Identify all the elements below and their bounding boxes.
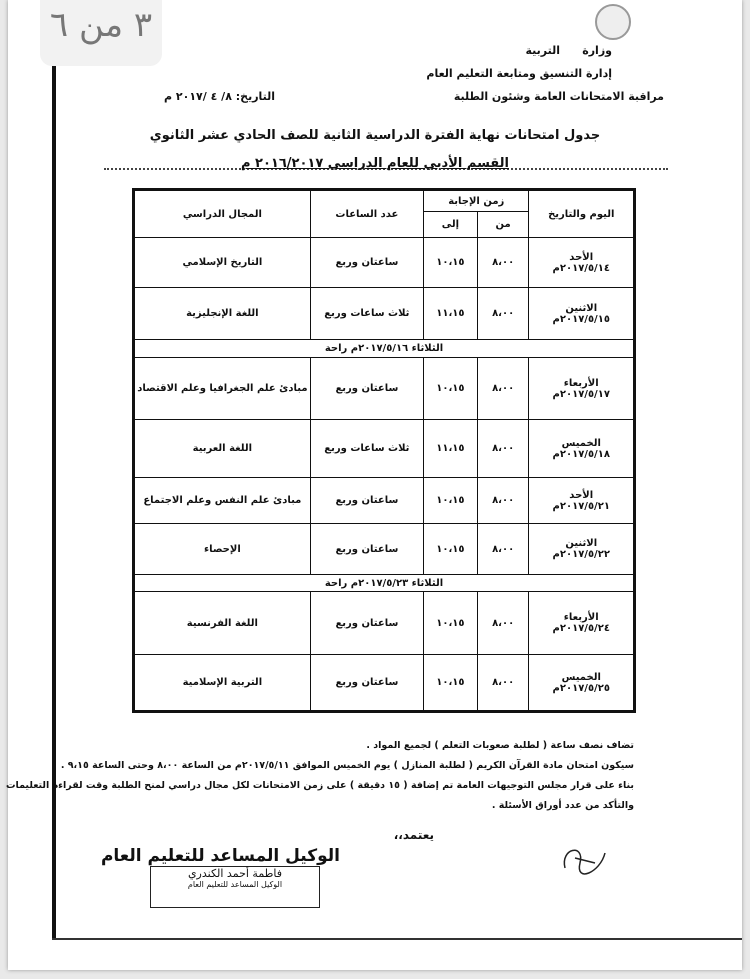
note: سيكون امتحان مادة القرآن الكريم ( لطلبة المنازل ) يوم الخميس الموافق ٢٠١٧/٥/١١م من الساعة ٨،٠٠ وحتى الساعة ٩،١٥ . xyxy=(60,760,634,771)
exam-schedule-table xyxy=(132,188,636,713)
ministry-label: وزارة xyxy=(582,44,612,57)
to-time: ١٠،١٥ xyxy=(424,524,478,575)
day-date-cell xyxy=(529,238,635,288)
exam-row xyxy=(134,420,635,478)
day-date-cell xyxy=(529,358,635,420)
header-day: اليوم والتاريخ xyxy=(529,190,635,238)
from-time: ٨،٠٠ xyxy=(477,288,529,340)
rest-day-label: الثلاثاء ٢٠١٧/٥/٢٣م راحة xyxy=(134,575,635,592)
department: إدارة التنسيق ومتابعة التعليم العام xyxy=(426,67,612,80)
page-count-badge: ٣ من ٦ xyxy=(40,0,162,66)
subject: مبادئ علم الجغرافيا وعلم الاقتصاد xyxy=(134,358,311,420)
day-date-cell xyxy=(529,478,635,524)
exam-row xyxy=(134,358,635,420)
header-hours: عدد الساعات xyxy=(310,190,423,238)
header-to: إلى xyxy=(424,212,478,238)
to-time: ١٠،١٥ xyxy=(424,592,478,655)
note: تضاف نصف ساعة ( لطلبة صعوبات التعلم ) لجميع المواد . xyxy=(366,740,634,751)
subject: الإحصاء xyxy=(134,524,311,575)
from-time: ٨،٠٠ xyxy=(477,655,529,712)
ministry-name: التربية xyxy=(525,44,560,57)
from-time: ٨،٠٠ xyxy=(477,592,529,655)
hours: ساعتان وربع xyxy=(310,524,423,575)
day: الأحد xyxy=(569,489,594,501)
signatory-title: الوكيل المساعد للتعليم العام xyxy=(100,846,340,866)
day-date-cell xyxy=(529,655,635,712)
day-date-cell xyxy=(529,524,635,575)
signature-icon xyxy=(555,838,615,878)
approval: يعتمد،، xyxy=(393,828,434,842)
stamp-title: الوكيل المساعد للتعليم العام xyxy=(187,880,283,889)
office: مراقبة الامتحانات العامة وشئون الطلبة xyxy=(453,90,664,103)
note: بناء على قرار مجلس التوجيهات العامة تم إضافة ( ١٥ دقيقة ) على زمن الامتحانات لكل مجال دراسي لمنح الطلبة وقت لقراءة التعليمات xyxy=(5,780,634,791)
note: والتأكد من عدد أوراق الأسئلة . xyxy=(491,800,634,811)
header-answer-time: زمن الإجابة xyxy=(424,190,529,212)
document-date: التاريخ: ٨/ ٤ /٢٠١٧ م xyxy=(164,90,276,103)
to-time: ١٠،١٥ xyxy=(424,238,478,288)
day: الأربعاء xyxy=(563,612,599,623)
exam-row xyxy=(134,238,635,288)
rest-day-row xyxy=(134,340,635,358)
hours: ساعتان وربع xyxy=(310,592,423,655)
exam-row xyxy=(134,288,635,340)
header-from: من xyxy=(477,212,529,238)
from-time: ٨،٠٠ xyxy=(477,524,529,575)
date: ٢٠١٧/٥/٢٢م xyxy=(552,549,610,560)
official-stamp xyxy=(150,866,320,908)
from-time: ٨،٠٠ xyxy=(477,420,529,478)
date: ٢٠١٧/٥/١٧م xyxy=(552,388,610,400)
day: الأربعاء xyxy=(563,377,599,389)
subject: اللغة العربية xyxy=(134,420,311,478)
date: ٢٠١٧/٥/١٥م xyxy=(552,313,610,325)
to-time: ١٠،١٥ xyxy=(424,358,478,420)
to-time: ١٠،١٥ xyxy=(424,655,478,712)
day: الخميس xyxy=(561,671,601,683)
rest-day-label: الثلاثاء ٢٠١٧/٥/١٦م راحة xyxy=(134,340,635,358)
day-date-cell xyxy=(529,288,635,340)
ministry-emblem-icon xyxy=(595,4,631,40)
to-time: ١١،١٥ xyxy=(424,288,478,340)
rest-day-row xyxy=(134,575,635,592)
date: ٢٠١٧/٥/٢٥م xyxy=(552,682,610,694)
day: الاثنين xyxy=(565,538,598,549)
document-subtitle: القسم الأدبي للعام الدراسي ٢٠١٦/٢٠١٧ م xyxy=(240,156,510,171)
date: ٢٠١٧/٥/٢٤م xyxy=(552,623,610,634)
from-time: ٨،٠٠ xyxy=(477,358,529,420)
subject: اللغة الفرنسية xyxy=(134,592,311,655)
subject: اللغة الإنجليزية xyxy=(134,288,311,340)
hours: ساعتان وربع xyxy=(310,358,423,420)
exam-row xyxy=(134,524,635,575)
border-line xyxy=(52,938,742,940)
from-time: ٨،٠٠ xyxy=(477,478,529,524)
date: ٢٠١٧/٥/١٨م xyxy=(552,448,610,460)
subject: مبادئ علم النفس وعلم الاجتماع xyxy=(134,478,311,524)
day: الأحد xyxy=(569,251,594,263)
header-subject: المجال الدراسي xyxy=(134,190,311,238)
to-time: ١١،١٥ xyxy=(424,420,478,478)
from-time: ٨،٠٠ xyxy=(477,238,529,288)
exam-row xyxy=(134,592,635,655)
hours: ساعتان وربع xyxy=(310,655,423,712)
stamp-name: فاطمة أحمد الكندري xyxy=(187,867,283,880)
to-time: ١٠،١٥ xyxy=(424,478,478,524)
hours: ساعتان وربع xyxy=(310,238,423,288)
notes xyxy=(6,736,634,816)
document-title: جدول امتحانات نهاية الفترة الدراسية الثانية للصف الحادي عشر الثانوي xyxy=(149,128,601,143)
subject: التربية الإسلامية xyxy=(134,655,311,712)
subject: التاريخ الإسلامي xyxy=(134,238,311,288)
day-date-cell xyxy=(529,592,635,655)
hours: ثلاث ساعات وربع xyxy=(310,420,423,478)
day: الاثنين xyxy=(565,302,598,314)
hours: ساعتان وربع xyxy=(310,478,423,524)
day: الخميس xyxy=(561,437,601,449)
date: ٢٠١٧/٥/٢١م xyxy=(552,500,610,512)
date: ٢٠١٧/٥/١٤م xyxy=(552,262,610,274)
hours: ثلاث ساعات وربع xyxy=(310,288,423,340)
exam-row xyxy=(134,478,635,524)
exam-row xyxy=(134,655,635,712)
day-date-cell xyxy=(529,420,635,478)
